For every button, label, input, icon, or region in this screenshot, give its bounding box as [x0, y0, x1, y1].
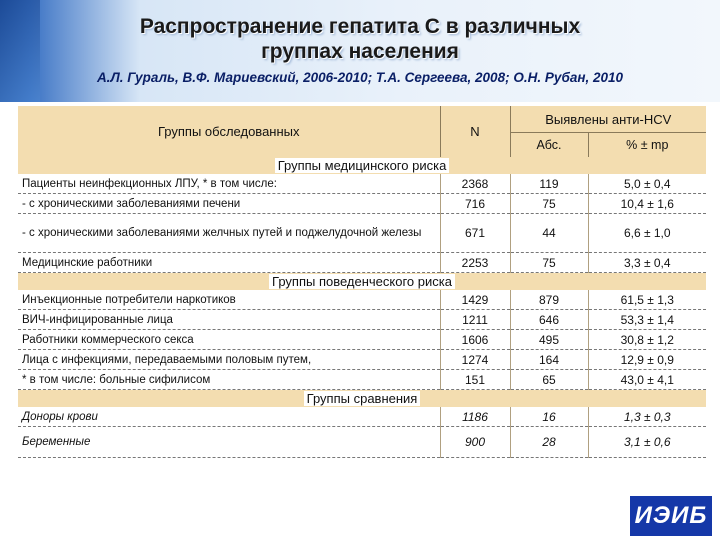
table-row	[18, 350, 706, 370]
row-pct: 10,4 ± 1,6	[588, 194, 706, 214]
row-pct: 1,3 ± 0,3	[588, 407, 706, 427]
row-pct: 30,8 ± 1,2	[588, 330, 706, 350]
section-title: Группы медицинского риска	[18, 157, 706, 174]
row-name: Доноры крови	[18, 407, 440, 427]
row-name: Беременные	[18, 427, 440, 458]
table-row	[18, 253, 706, 273]
row-pct: 6,6 ± 1,0	[588, 214, 706, 253]
row-n: 716	[440, 194, 510, 214]
row-n: 1186	[440, 407, 510, 427]
table-header	[18, 106, 706, 157]
row-name: Работники коммерческого секса	[18, 330, 440, 350]
row-name: Пациенты неинфекционных ЛПУ, * в том числе:	[18, 174, 440, 194]
row-name: ВИЧ-инфицированные лица	[18, 310, 440, 330]
row-abs: 75	[510, 253, 588, 273]
row-name: * в том числе: больные сифилисом	[18, 370, 440, 390]
row-name: - с хроническими заболеваниями печени	[18, 194, 440, 214]
row-n: 1211	[440, 310, 510, 330]
table-row	[18, 174, 706, 194]
row-n: 1429	[440, 290, 510, 310]
row-name: Инъекционные потребители наркотиков	[18, 290, 440, 310]
row-abs: 879	[510, 290, 588, 310]
row-name: Медицинские работники	[18, 253, 440, 273]
row-n: 671	[440, 214, 510, 253]
row-n: 1274	[440, 350, 510, 370]
section-medical-risk	[18, 157, 706, 273]
row-pct: 43,0 ± 4,1	[588, 370, 706, 390]
header-detected: Выявлены анти-HCV	[510, 106, 706, 133]
section-title: Группы сравнения	[18, 390, 706, 408]
header-pct: % ± mр	[588, 133, 706, 158]
row-name: Лица с инфекциями, передаваемыми половым путем,	[18, 350, 440, 370]
table-row	[18, 310, 706, 330]
row-n: 151	[440, 370, 510, 390]
row-abs: 28	[510, 427, 588, 458]
header-n: N	[440, 106, 510, 157]
table-row	[18, 330, 706, 350]
row-abs: 16	[510, 407, 588, 427]
row-pct: 53,3 ± 1,4	[588, 310, 706, 330]
row-n: 1606	[440, 330, 510, 350]
table-row	[18, 290, 706, 310]
section-behavioral-risk	[18, 273, 706, 390]
table-row	[18, 214, 706, 253]
row-pct: 3,3 ± 0,4	[588, 253, 706, 273]
header-groups: Группы обследованных	[18, 106, 440, 157]
table-row	[18, 194, 706, 214]
table-row	[18, 427, 706, 458]
hcv-prevalence-table	[18, 106, 706, 458]
row-abs: 164	[510, 350, 588, 370]
row-abs: 44	[510, 214, 588, 253]
row-n: 2253	[440, 253, 510, 273]
row-n: 2368	[440, 174, 510, 194]
slide-title	[60, 14, 660, 64]
row-n: 900	[440, 427, 510, 458]
row-name: - с хроническими заболеваниями желчных путей и поджелудочной железы	[18, 214, 440, 253]
table-row	[18, 370, 706, 390]
row-abs: 646	[510, 310, 588, 330]
row-abs: 75	[510, 194, 588, 214]
row-pct: 61,5 ± 1,3	[588, 290, 706, 310]
header-accent-bar	[0, 0, 40, 102]
institute-logo: ИЭИБ	[630, 496, 712, 536]
title-line-2: группах населения	[261, 40, 459, 63]
row-pct: 3,1 ± 0,6	[588, 427, 706, 458]
title-line-1: Распространение гепатита С в различных	[139, 15, 581, 38]
header-abs: Абс.	[510, 133, 588, 158]
row-pct: 5,0 ± 0,4	[588, 174, 706, 194]
row-abs: 65	[510, 370, 588, 390]
row-abs: 119	[510, 174, 588, 194]
section-title: Группы поведенческого риска	[18, 273, 706, 291]
row-pct: 12,9 ± 0,9	[588, 350, 706, 370]
row-abs: 495	[510, 330, 588, 350]
table-row	[18, 407, 706, 427]
authors-line: А.Л. Гураль, В.Ф. Мариевский, 2006-2010; Т.А. Сергеева, 2008; О.Н. Рубан, 2010	[96, 70, 624, 85]
section-comparison	[18, 390, 706, 458]
